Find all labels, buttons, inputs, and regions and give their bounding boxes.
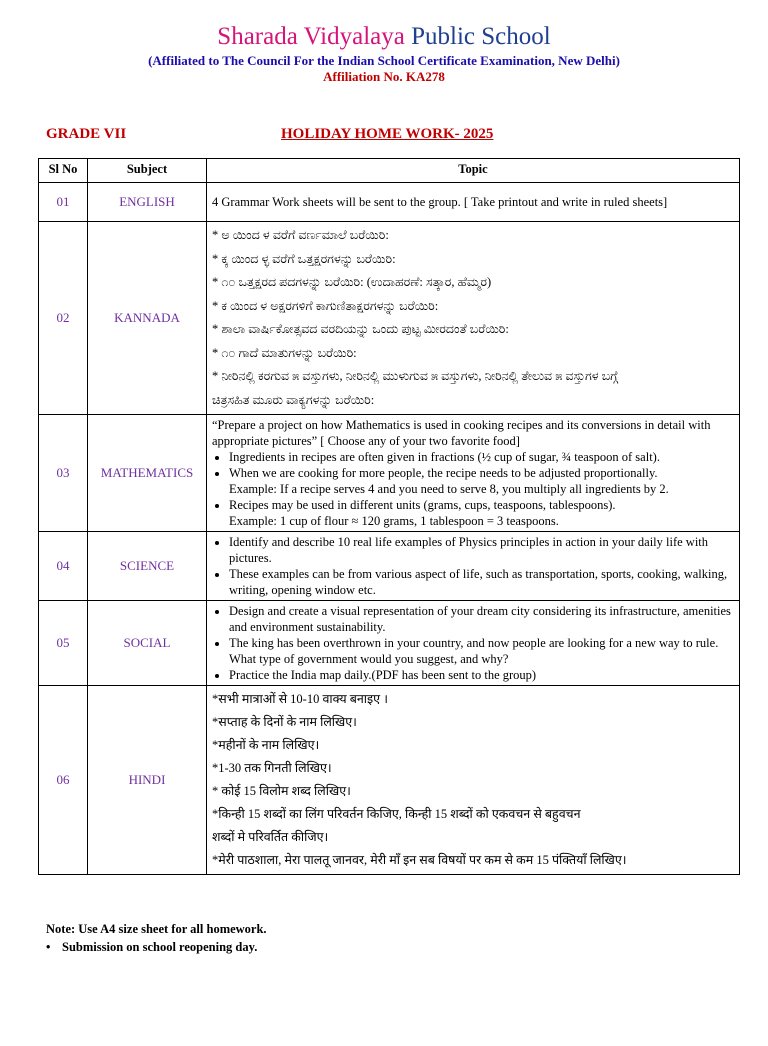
affiliation-number: Affiliation No. KA278 [323, 69, 445, 84]
page-header [0, 22, 768, 85]
topic-cell [207, 601, 740, 686]
note-bullet [46, 938, 267, 956]
note-bullet-text: Submission on school reopening day. [62, 940, 258, 954]
note-section [46, 920, 267, 956]
list-item: • Practice the India map daily.(PDF has been sent to the group) [229, 667, 735, 683]
topic-line: * ನೀರಿನಲ್ಲಿ ಕರಗುವ ೫ ವಸ್ತುಗಳು, ನೀರಿನಲ್ಲಿ ಮುಳುಗುವ ೫ ವಸ್ತುಗಳು, ನೀರಿನಲ್ಲಿ ತೇಲುವ ೫ ವಸ್ತುಗಳ ಬಗ್ಗೆ [212, 369, 619, 383]
subject-cell: ENGLISH [88, 183, 207, 222]
note-line: Note: Use A4 size sheet for all homework. [46, 922, 267, 936]
topic-intro: “Prepare a project on how Mathematics is used in cooking recipes and its conversions in detail with appropriate pictures” [ Choose any of your two favorite food] [212, 418, 711, 448]
topic-line: ಚಿತ್ರಸಹಿತ ಮೂರು ವಾಕ್ಯಗಳನ್ನು ಬರೆಯಿರಿ: [212, 392, 375, 407]
topic-line: *सभी मात्राओं से 10-10 वाक्य बनाइए । [212, 692, 388, 706]
school-name-part1: Sharada Vidyalaya [217, 23, 405, 50]
topic-line: * ೧೦ ಗಾದೆ ಮಾತುಗಳನ್ನು ಬರೆಯಿರಿ: [212, 345, 357, 360]
topic-line: शब्दों मे परिवर्तित कीजिए। [212, 830, 329, 844]
page-title: HOLIDAY HOME WORK- 2025 [281, 126, 494, 142]
subject-cell: SOCIAL [88, 601, 207, 686]
table-row-english [39, 183, 740, 222]
list-item: • Recipes may be used in different units (grams, cups, teaspoons, tablespoons). [229, 497, 735, 513]
topic-bullet-list [207, 603, 735, 683]
list-item: • Ingredients in recipes are often given in fractions (½ cup of sugar, ¾ teaspoon of salt). [229, 449, 735, 465]
table-row-science [39, 532, 740, 601]
topic-line: *महीनों के नाम लिखिए। [212, 738, 320, 752]
sl-no-cell: 04 [39, 532, 88, 601]
topic-cell [207, 222, 740, 415]
topic-line: *किन्ही 15 शब्दों का लिंग परिवर्तन किजिए, किन्ही 15 शब्दों को एकवचन से बहुवचन [212, 807, 581, 821]
list-item: • Design and create a visual representation of your dream city considering its infrastructure, amenities and environment sustainability. [229, 603, 735, 635]
sl-no-cell: 06 [39, 686, 88, 875]
topic-line: *1-30 तक गिनती लिखिए। [212, 761, 332, 775]
homework-table [38, 158, 740, 875]
topic-line: *मेरी पाठशाला, मेरा पालतू जानवर, मेरी माँ इन सब विषयों पर कम से कम 15 पंक्तियाँ लिखिए। [212, 853, 627, 867]
school-name-part2: Public School [411, 23, 551, 50]
column-header-sl-no: Sl No [39, 159, 88, 183]
sl-no-cell: 03 [39, 415, 88, 532]
topic-line: * ಕ ಯಿಂದ ಳ ಅಕ್ಷರಗಳಿಗೆ ಕಾಗುಣಿತಾಕ್ಷರಗಳನ್ನು ಬರೆಯಿರಿ: [212, 298, 439, 313]
list-item: • When we are cooking for more people, the recipe needs to be adjusted proportionally. [229, 465, 735, 481]
affiliation-text: (Affiliated to The Council For the Indian School Certificate Examination, New Delhi) [148, 53, 620, 68]
list-item: • Identify and describe 10 real life examples of Physics principles in action in your daily life with pictures. [229, 534, 735, 566]
topic-line: *सप्ताह के दिनों के नाम लिखिए। [212, 715, 357, 729]
subject-cell: KANNADA [88, 222, 207, 415]
topic-bullet-list [212, 449, 735, 481]
topic-bullet-list [212, 534, 735, 598]
table-header-row [39, 159, 740, 183]
topic-cell [207, 532, 740, 601]
subject-cell: HINDI [88, 686, 207, 875]
subject-cell: MATHEMATICS [88, 415, 207, 532]
table-row-social [39, 601, 740, 686]
table-row-hindi [39, 686, 740, 875]
example-text: Example: If a recipe serves 4 and you need to serve 8, you multiply all ingredients by 2. [229, 482, 669, 496]
column-header-topic: Topic [207, 159, 740, 183]
topic-cell [207, 686, 740, 875]
topic-bullet-list [212, 497, 735, 513]
list-item: • These examples can be from various aspect of life, such as transportation, sports, cooking, walking, writing, opening window etc. [229, 566, 735, 598]
table-row-mathematics [39, 415, 740, 532]
topic-line: * ೧೦ ಒತ್ತಕ್ಷರದ ಪದಗಳನ್ನು ಬರೆಯಿರಿ: (ಉದಾಹರಣೆ: ಸತ್ಕಾರ, ಹೆಮ್ಮರ) [212, 275, 492, 289]
school-name [0, 22, 768, 52]
topic-line: * ಕ್ಕ ಯಿಂದ ಳ್ಳ ವರೆಗೆ ಒತ್ತಕ್ಷರಗಳನ್ನು ಬರೆಯಿರಿ: [212, 251, 396, 266]
list-item: • The king has been overthrown in your country, and now people are looking for a new way to rule. What type of government would you suggest, and why? [229, 635, 735, 667]
topic-cell [207, 415, 740, 532]
topic-cell [207, 183, 740, 222]
topic-line: * ಶಾಲಾ ವಾರ್ಷಿಕೋತ್ಸವದ ವರದಿಯನ್ನು ಒಂದು ಪುಟ್ಟ ಮೀರದಂತೆ ಬರೆಯಿರಿ: [212, 322, 509, 336]
example-text: Example: 1 cup of flour ≈ 120 grams, 1 tablespoon = 3 teaspoons. [229, 514, 559, 528]
sl-no-cell: 05 [39, 601, 88, 686]
topic-line: * ಅ ಯಿಂದ ಳ ವರೆಗೆ ವರ್ಣಮಾಲೆ ಬರೆಯಿರಿ: [212, 228, 389, 242]
column-header-subject: Subject [88, 159, 207, 183]
topic-line: 4 Grammar Work sheets will be sent to the group. [ Take printout and write in ruled sheets] [212, 195, 668, 209]
subject-cell: SCIENCE [88, 532, 207, 601]
sl-no-cell: 02 [39, 222, 88, 415]
table-row-kannada [39, 222, 740, 415]
topic-line: * कोई 15 विलोम शब्द लिखिए। [212, 784, 351, 798]
sl-no-cell: 01 [39, 183, 88, 222]
grade-label: GRADE VII [46, 126, 127, 142]
